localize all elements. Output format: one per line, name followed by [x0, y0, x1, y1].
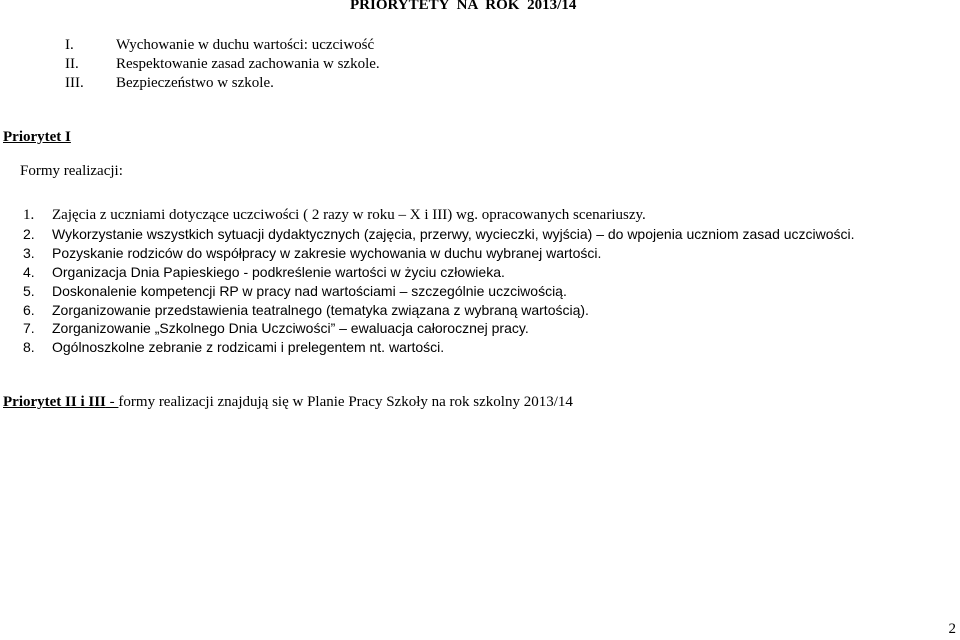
- item-number: 1.: [23, 207, 35, 223]
- footer-dash: -: [105, 394, 119, 410]
- item-text: Pozyskanie rodziców do współpracy w zakresie wychowania w duchu wybranej wartości.: [52, 245, 602, 261]
- item-number: 8.: [23, 339, 35, 355]
- list-item: [23, 264, 505, 284]
- footer-heading: Priorytet II i III: [3, 394, 106, 410]
- page-title: PRIORYTETY NA ROK 2013/14: [350, 0, 577, 13]
- footer-text: formy realizacji znajdują się w Planie Pracy Szkoły na rok szkolny 2013/14: [118, 394, 573, 410]
- priority-text: Respektowanie zasad zachowania w szkole.: [116, 56, 380, 72]
- list-item: [23, 283, 567, 303]
- item-number: 4.: [23, 264, 35, 280]
- priority-text: Bezpieczeństwo w szkole.: [116, 75, 274, 91]
- priority-number: II.: [65, 56, 79, 72]
- list-item: [23, 226, 855, 246]
- priority-number: I.: [65, 37, 74, 53]
- priority-text: Wychowanie w duchu wartości: uczciwość: [116, 37, 375, 53]
- item-text: Organizacja Dnia Papieskiego - podkreślenie wartości w życiu człowieka.: [52, 264, 505, 280]
- page-number: 2: [948, 621, 956, 637]
- list-item: [23, 320, 529, 340]
- item-text: Wykorzystanie wszystkich sytuacji dydaktycznych (zajęcia, przerwy, wycieczki, wyjścia) – do wpojenia uczniom zasad uczciwości.: [52, 226, 855, 242]
- item-number: 2.: [23, 226, 35, 242]
- item-text: Ogólnoszkolne zebranie z rodzicami i prelegentem nt. wartości.: [52, 339, 445, 355]
- priority-number: III.: [65, 75, 84, 91]
- item-number: 6.: [23, 302, 35, 318]
- footer-note: [3, 394, 573, 411]
- item-text: Zorganizowanie „Szkolnego Dnia Uczciwości” – ewaluacja całorocznej pracy.: [52, 320, 529, 336]
- item-text: Zajęcia z uczniami dotyczące uczciwości ( 2 razy w roku – X i III) wg. opracowanych scenariuszy.: [52, 207, 646, 223]
- section-subheading: Formy realizacji:: [20, 163, 123, 179]
- item-text: Doskonalenie kompetencji RP w pracy nad wartościami – szczególnie uczciwością.: [52, 283, 567, 299]
- section-heading: Priorytet I: [3, 129, 71, 145]
- item-number: 3.: [23, 245, 35, 261]
- list-item: [0, 56, 500, 76]
- list-item: [0, 37, 500, 57]
- list-item: [0, 75, 500, 95]
- list-item: [23, 245, 601, 265]
- item-text: Zorganizowanie przedstawienia teatralnego (tematyka związana z wybraną wartością).: [52, 302, 589, 318]
- list-item: [23, 207, 646, 227]
- list-item: [23, 339, 444, 359]
- list-item: [23, 302, 589, 322]
- item-number: 7.: [23, 320, 35, 336]
- item-number: 5.: [23, 283, 35, 299]
